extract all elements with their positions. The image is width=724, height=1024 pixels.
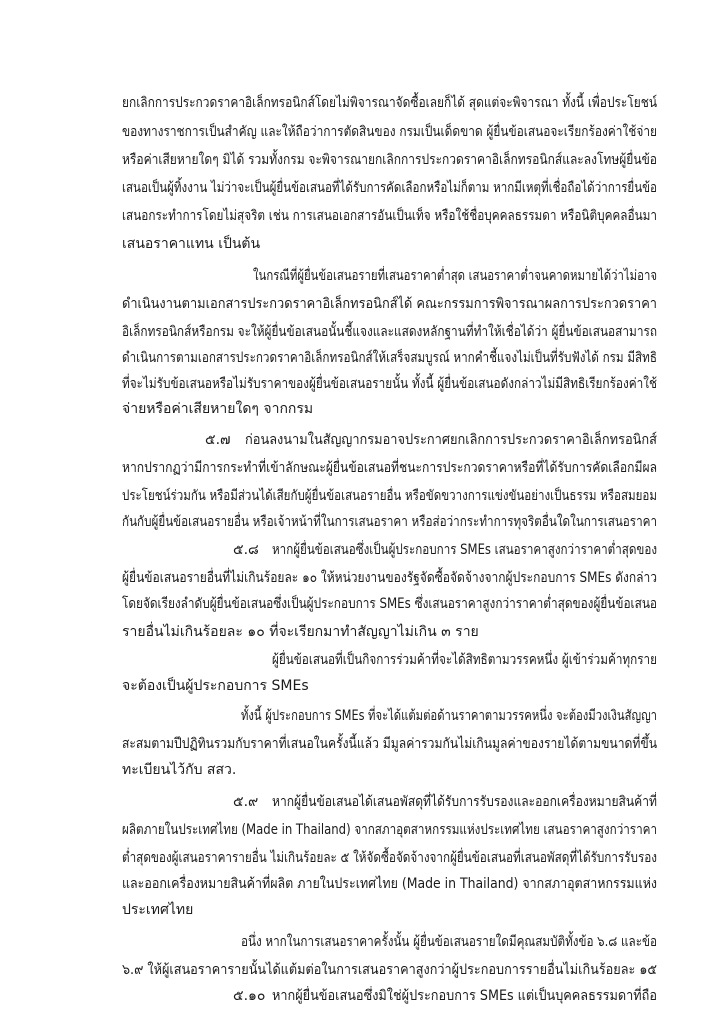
- line-text: หากผู้ยื่นข้อเสนอซึ่งมิใช่ผู้ประกอบการ SMEs แต่เป็นบุคคลธรรมดาที่ถือ: [272, 988, 657, 1004]
- line-text: โดยจัดเรียงลำดับผู้ยื่นข้อเสนอซึ่งเป็นผู้ประกอบการ SMEs ซึ่งเสนอราคาสูงกว่าราคาต่ำสุดของผู้ยื่นข้อเสนอ: [122, 596, 657, 612]
- line-text: หากผู้ยื่นข้อเสนอซึ่งเป็นผู้ประกอบการ SMEs เสนอราคาสูงกว่าราคาต่ำสุดของ: [272, 542, 657, 558]
- text-line: [122, 820, 657, 840]
- line-text: ผู้ยื่นข้อเสนอรายอื่นที่ไม่เกินร้อยละ ๑๐ ให้หน่วยงานของรัฐจัดซื้อจัดจ้างจากผู้ประกอบการ SMEs ดังกล่าว: [122, 570, 657, 586]
- line-text: ผลิตภายในประเทศไทย (Made in Thailand) จากสภาอุตสาหกรรมแห่งประเทศไทย เสนอราคาสูงกว่าราคา: [122, 822, 657, 838]
- text-line: [272, 540, 657, 560]
- text-line: [241, 932, 657, 952]
- text-line: [122, 374, 657, 394]
- text-line: [122, 734, 657, 754]
- line-text: หรือค่าเสียหายใดๆ มิได้ รวมทั้งกรม จะพิจารณายกเลิกการประกวดราคาอิเล็กทรอนิกส์และลงโทษผู้ยื่นข้อ: [122, 152, 657, 168]
- text-line: [122, 900, 657, 920]
- text-line: [122, 676, 657, 696]
- text-line: [122, 512, 657, 532]
- line-text: ของทางราชการเป็นสำคัญ และให้ถือว่าการตัดสินของ กรมเป็นเด็ดขาด ผู้ยื่นข้อเสนอจะเรียกร้องค่าใช้จ่าย: [122, 124, 657, 140]
- line-text: หากผู้ยื่นข้อเสนอได้เสนอพัสดุที่ได้รับการรับรองและออกเครื่องหมายสินค้าที่: [272, 794, 657, 810]
- text-line: [122, 122, 657, 142]
- text-line: [122, 294, 657, 314]
- text-line: [122, 178, 657, 198]
- line-text: ทั้งนี้ ผู้ประกอบการ SMEs ที่จะได้แต้มต่อด้านราคาตามวรรคหนึ่ง จะต้องมีวงเงินสัญญา: [241, 708, 657, 724]
- text-line: [122, 486, 657, 506]
- line-text: จะต้องเป็นผู้ประกอบการ SMEs: [122, 678, 309, 694]
- text-line: [122, 760, 657, 780]
- line-text: ก่อนลงนามในสัญญากรมอาจประกาศยกเลิกการประกวดราคาอิเล็กทรอนิกส์: [245, 432, 657, 448]
- text-line: [122, 458, 657, 478]
- text-line: [122, 594, 657, 614]
- text-line: [272, 650, 657, 670]
- text-line: [122, 206, 657, 226]
- line-text: รายอื่นไม่เกินร้อยละ ๑๐ ที่จะเรียกมาทำสัญญาไม่เกิน ๓ ราย: [122, 624, 479, 640]
- line-text: อิเล็กทรอนิกส์หรือกรม จะให้ผู้ยื่นข้อเสนอนั้นชี้แจงและแสดงหลักฐานที่ทำให้เชื่อได้ว่า ผู้ยื่นข้อเสนอสามารถ: [122, 324, 657, 340]
- line-text: กันกับผู้ยื่นข้อเสนอรายอื่น หรือเจ้าหน้าที่ในการเสนอราคา หรือส่อว่ากระทำการทุจริตอื่นใดในการเสนอราคา: [122, 514, 657, 530]
- line-text: หากปรากฏว่ามีการกระทำที่เข้าลักษณะผู้ยื่นข้อเสนอที่ชนะการประกวดราคาหรือที่ได้รับการคัดเลือกมีผล: [122, 460, 657, 476]
- line-text: เสนอราคาแทน เป็นต้น: [122, 236, 261, 252]
- line-text: ที่จะไม่รับข้อเสนอหรือไม่รับราคาของผู้ยื่นข้อเสนอรายนั้น ทั้งนี้ ผู้ยื่นข้อเสนอดังกล่าวไม่มีสิทธิเรียกร้องค่าใช้: [122, 376, 657, 392]
- clause-number: ๕.๘: [233, 542, 259, 558]
- text-line: [122, 322, 657, 342]
- clause-number: ๕.๙: [233, 794, 259, 810]
- text-line: [122, 234, 657, 254]
- line-text: และออกเครื่องหมายสินค้าที่ผลิต ภายในประเทศไทย (Made in Thailand) จากสภาอุตสาหกรรมแห่ง: [122, 876, 657, 892]
- text-line: [122, 960, 657, 980]
- text-line: [253, 266, 657, 286]
- clause-number: ๕.๑๐: [233, 988, 266, 1004]
- text-line: [122, 348, 657, 368]
- line-text: ประโยชน์ร่วมกัน หรือมีส่วนได้เสียกับผู้ยื่นข้อเสนอรายอื่น หรือขัดขวางการแข่งขันอย่างเป็นธรรม หรือสมยอม: [122, 488, 657, 504]
- text-line: [272, 986, 657, 1006]
- line-text: จ่ายหรือค่าเสียหายใดๆ จากกรม: [122, 401, 314, 417]
- line-text: ๖.๙ ให้ผู้เสนอราคารายนั้นได้แต้มต่อในการเสนอราคาสูงกว่าผู้ประกอบการรายอื่นไม่เกินร้อยละ ๑๕: [122, 962, 657, 978]
- text-line: [122, 568, 657, 588]
- clause-number: ๕.๗: [205, 432, 231, 448]
- text-line: [122, 150, 657, 170]
- text-line: [122, 93, 657, 113]
- text-line: [122, 848, 657, 868]
- text-line: [272, 792, 657, 812]
- line-text: ทะเบียนไว้กับ สสว.: [122, 762, 237, 778]
- line-text: ยกเลิกการประกวดราคาอิเล็กทรอนิกส์โดยไม่พิจารณาจัดซื้อเลยก็ได้ สุดแต่จะพิจารณา ทั้งนี้ เพื่อประโยชน์: [122, 95, 657, 111]
- line-text: ต่ำสุดของผู้เสนอราคารายอื่น ไม่เกินร้อยละ ๕ ให้จัดซื้อจัดจ้างจากผู้ยื่นข้อเสนอที่เสนอพัสดุที่ได้รับการรับรอง: [122, 850, 657, 866]
- line-text: ดำเนินการตามเอกสารประกวดราคาอิเล็กทรอนิกส์ให้เสร็จสมบูรณ์ หากคำชี้แจงไม่เป็นที่รับฟังได้ กรม มีสิทธิ: [122, 350, 657, 366]
- line-text: เสนอเป็นผู้ทิ้งงาน ไม่ว่าจะเป็นผู้ยื่นข้อเสนอที่ได้รับการคัดเลือกหรือไม่ก็ตาม หากมีเหตุที่เชื่อถือได้ว่าการยื่นข้อ: [122, 180, 657, 196]
- line-text: อนึ่ง หากในการเสนอราคาครั้งนั้น ผู้ยื่นข้อเสนอรายใดมีคุณสมบัติทั้งข้อ ๖.๘ และข้อ: [241, 934, 657, 950]
- line-text: ประเทศไทย: [122, 902, 194, 918]
- line-text: ผู้ยื่นข้อเสนอที่เป็นกิจการร่วมค้าที่จะได้สิทธิตามวรรคหนึ่ง ผู้เข้าร่วมค้าทุกราย: [272, 652, 657, 668]
- text-line: [122, 622, 657, 642]
- text-line: [245, 430, 657, 450]
- line-text: ดำเนินงานตามเอกสารประกวดราคาอิเล็กทรอนิกส์ได้ คณะกรรมการพิจารณาผลการประกวดราคา: [122, 296, 657, 312]
- line-text: เสนอกระทำการโดยไม่สุจริต เช่น การเสนอเอกสารอันเป็นเท็จ หรือใช้ชื่อบุคคลธรรมดา หรือนิติบุคคลอื่นมา: [122, 208, 657, 224]
- line-text: สะสมตามปีปฏิทินรวมกับราคาที่เสนอในครั้งนี้แล้ว มีมูลค่ารวมกันไม่เกินมูลค่าของรายได้ตามขนาดที่ขึ้น: [122, 736, 657, 752]
- text-line: [122, 399, 657, 419]
- text-line: [241, 706, 657, 726]
- line-text: ในกรณีที่ผู้ยื่นข้อเสนอรายที่เสนอราคาต่ำสุด เสนอราคาต่ำจนคาดหมายได้ว่าไม่อาจ: [253, 268, 657, 284]
- text-line: [122, 874, 657, 894]
